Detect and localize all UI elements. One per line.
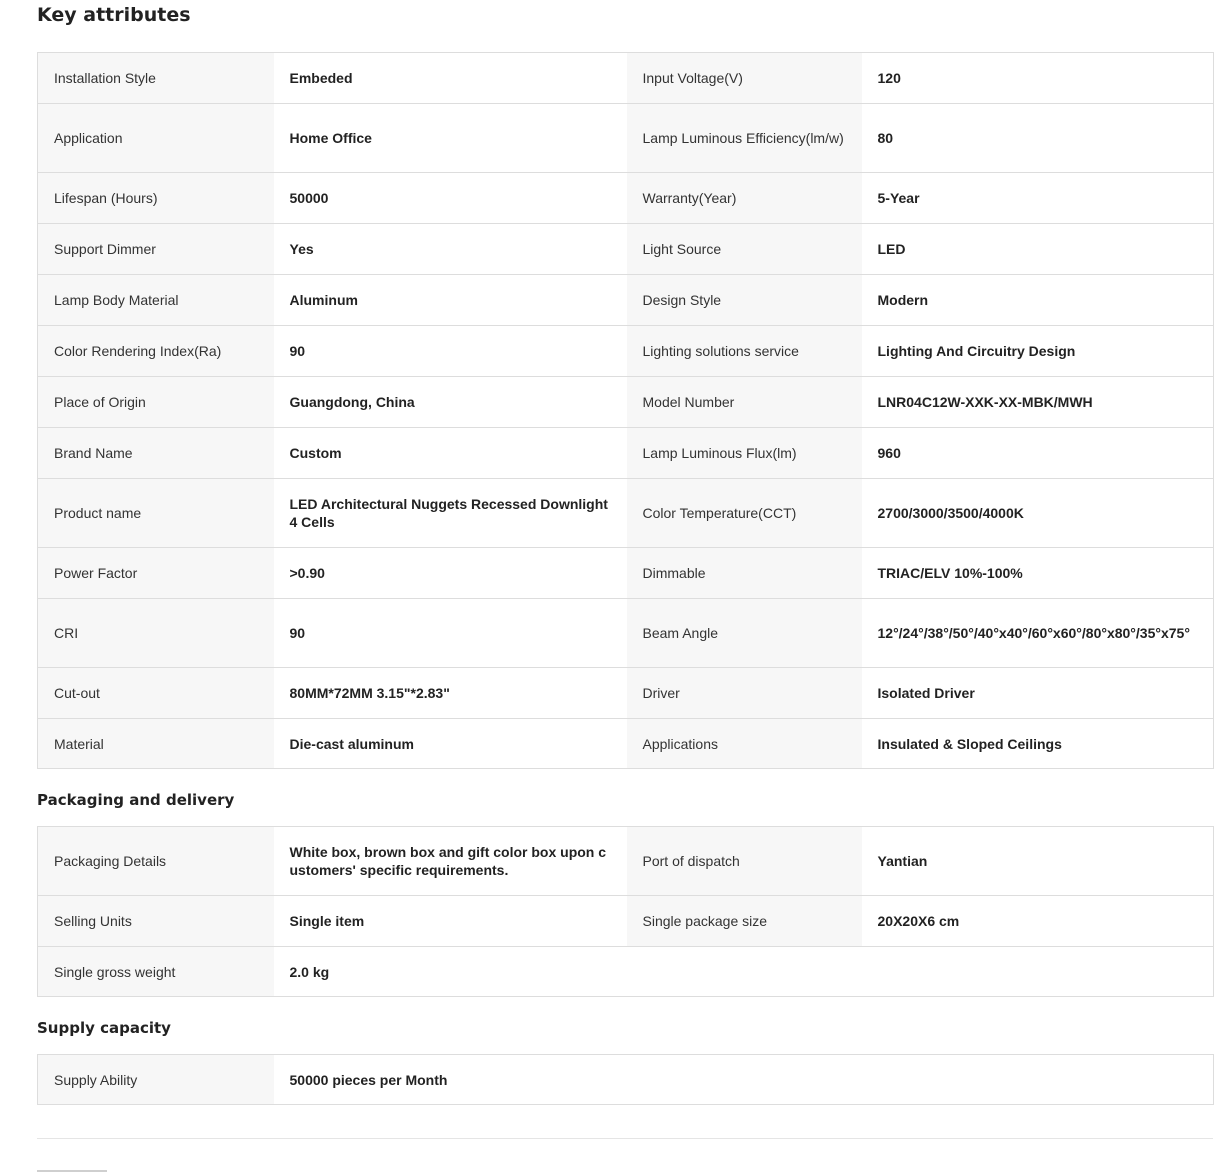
table-row bbox=[38, 224, 1214, 275]
table-row bbox=[38, 275, 1214, 326]
attribute-value: 80 bbox=[862, 104, 1214, 173]
attribute-label: Support Dimmer bbox=[38, 224, 274, 275]
attribute-value: Guangdong, China bbox=[274, 377, 627, 428]
table-row bbox=[38, 896, 1214, 947]
attribute-value: TRIAC/ELV 10%-100% bbox=[862, 548, 1214, 599]
attribute-value: Yes bbox=[274, 224, 627, 275]
attribute-label: Warranty(Year) bbox=[627, 173, 862, 224]
attribute-value: 50000 pieces per Month bbox=[274, 1055, 1214, 1105]
attribute-value: 12°/24°/38°/50°/40°x40°/60°x60°/80°x80°/35°x75° bbox=[862, 599, 1214, 668]
attribute-value: 80MM*72MM 3.15"*2.83" bbox=[274, 668, 627, 719]
attribute-label: Place of Origin bbox=[38, 377, 274, 428]
empty-cell bbox=[627, 947, 862, 997]
attribute-value: 5-Year bbox=[862, 173, 1214, 224]
attribute-label: Power Factor bbox=[38, 548, 274, 599]
key-attributes-table bbox=[37, 52, 1214, 769]
attribute-label: Model Number bbox=[627, 377, 862, 428]
attribute-value: >0.90 bbox=[274, 548, 627, 599]
attribute-label: Material bbox=[38, 719, 274, 769]
supply-capacity-title: Supply capacity bbox=[37, 1019, 171, 1037]
attribute-label: Light Source bbox=[627, 224, 862, 275]
attribute-value: Isolated Driver bbox=[862, 668, 1214, 719]
attribute-label: Application bbox=[38, 104, 274, 173]
attribute-label: Color Rendering Index(Ra) bbox=[38, 326, 274, 377]
attribute-label: Driver bbox=[627, 668, 862, 719]
attribute-value: 2700/3000/3500/4000K bbox=[862, 479, 1214, 548]
attribute-value: Custom bbox=[274, 428, 627, 479]
supply-table bbox=[37, 1054, 1214, 1105]
attribute-label: Design Style bbox=[627, 275, 862, 326]
attribute-value: Modern bbox=[862, 275, 1214, 326]
attribute-value: Insulated & Sloped Ceilings bbox=[862, 719, 1214, 769]
table-row bbox=[38, 104, 1214, 173]
attribute-label: Dimmable bbox=[627, 548, 862, 599]
attribute-value: 120 bbox=[862, 53, 1214, 104]
attribute-label: Lamp Luminous Flux(lm) bbox=[627, 428, 862, 479]
attribute-label: Packaging Details bbox=[38, 827, 274, 896]
section-divider bbox=[37, 1138, 1213, 1139]
attribute-label: CRI bbox=[38, 599, 274, 668]
attribute-label: Lifespan (Hours) bbox=[38, 173, 274, 224]
attribute-label: Lamp Body Material bbox=[38, 275, 274, 326]
attribute-value: Home Office bbox=[274, 104, 627, 173]
attribute-label: Lighting solutions service bbox=[627, 326, 862, 377]
table-row bbox=[38, 947, 1214, 997]
attribute-value: Die-cast aluminum bbox=[274, 719, 627, 769]
attribute-label: Supply Ability bbox=[38, 1055, 274, 1105]
attribute-label: Single package size bbox=[627, 896, 862, 947]
attribute-value: Lighting And Circuitry Design bbox=[862, 326, 1214, 377]
table-row bbox=[38, 377, 1214, 428]
attribute-label: Single gross weight bbox=[38, 947, 274, 997]
key-attributes-title: Key attributes bbox=[37, 4, 191, 26]
attribute-label: Product name bbox=[38, 479, 274, 548]
attribute-value: White box, brown box and gift color box upon customers' specific requirements. bbox=[274, 827, 627, 896]
empty-cell bbox=[862, 947, 1214, 997]
table-row bbox=[38, 326, 1214, 377]
attribute-label: Lamp Luminous Efficiency(lm/w) bbox=[627, 104, 862, 173]
table-row bbox=[38, 599, 1214, 668]
attribute-value: Single item bbox=[274, 896, 627, 947]
table-row bbox=[38, 53, 1214, 104]
attribute-label: Color Temperature(CCT) bbox=[627, 479, 862, 548]
attribute-value: Embeded bbox=[274, 53, 627, 104]
attribute-label: Cut-out bbox=[38, 668, 274, 719]
packaging-delivery-title: Packaging and delivery bbox=[37, 791, 235, 809]
attribute-value: 20X20X6 cm bbox=[862, 896, 1214, 947]
table-row bbox=[38, 428, 1214, 479]
table-row bbox=[38, 827, 1214, 896]
attribute-value: LNR04C12W-XXK-XX-MBK/MWH bbox=[862, 377, 1214, 428]
attribute-value: Yantian bbox=[862, 827, 1214, 896]
table-row bbox=[38, 173, 1214, 224]
table-row bbox=[38, 668, 1214, 719]
attribute-label: Selling Units bbox=[38, 896, 274, 947]
attribute-label: Beam Angle bbox=[627, 599, 862, 668]
attribute-value: 90 bbox=[274, 599, 627, 668]
attribute-label: Brand Name bbox=[38, 428, 274, 479]
attribute-value: 50000 bbox=[274, 173, 627, 224]
attribute-value: 90 bbox=[274, 326, 627, 377]
table-row bbox=[38, 719, 1214, 769]
table-row bbox=[38, 479, 1214, 548]
packaging-table bbox=[37, 826, 1214, 997]
attribute-label: Input Voltage(V) bbox=[627, 53, 862, 104]
attribute-value: LED Architectural Nuggets Recessed Downlight 4 Cells bbox=[274, 479, 627, 548]
attribute-value: 2.0 kg bbox=[274, 947, 627, 997]
attribute-label: Installation Style bbox=[38, 53, 274, 104]
attribute-value: Aluminum bbox=[274, 275, 627, 326]
table-row bbox=[38, 1055, 1214, 1105]
table-row bbox=[38, 548, 1214, 599]
attribute-label: Port of dispatch bbox=[627, 827, 862, 896]
attribute-value: 960 bbox=[862, 428, 1214, 479]
attribute-label: Applications bbox=[627, 719, 862, 769]
attribute-value: LED bbox=[862, 224, 1214, 275]
